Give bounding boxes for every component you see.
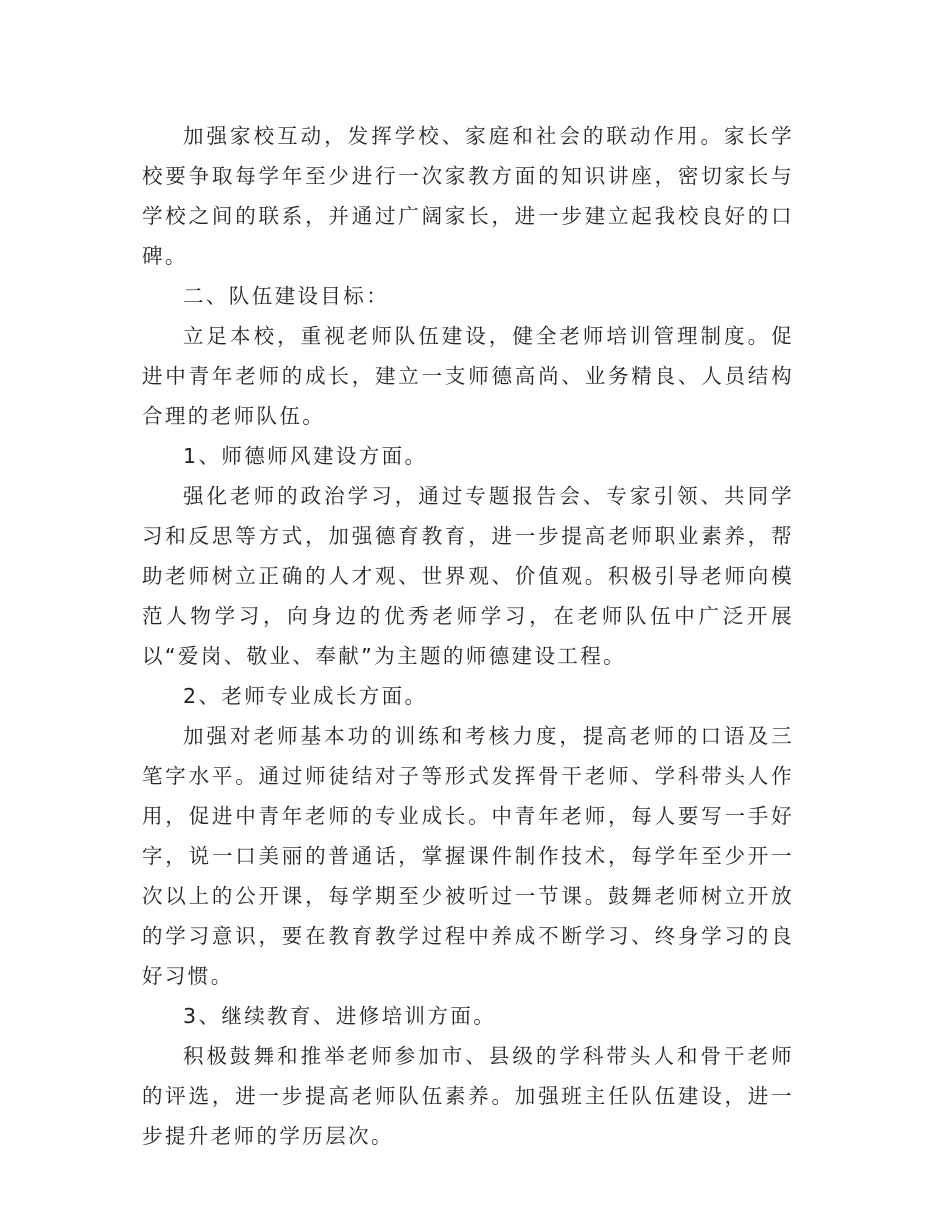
paragraph-professional-growth: 加强对老师基本功的训练和考核力度，提高老师的口语及三笔字水平。通过师徒结对子等形式发挥骨干老师、学科带头人作用，促进中青年老师的专业成长。中青年老师，每人要写一手好字，说一口美丽的普通话，掌握课件制作技术，每学年至少开一次以上的公开课，每学期至少被听过一节课。鼓舞老师树立开放的学习意识，要在教育教学过程中养成不断学习、终身学习的良好习惯。	[142, 724, 794, 988]
heading-teacher-ethics: 1、师德师风建设方面。	[183, 444, 428, 468]
paragraph-continuing-education: 积极鼓舞和推举老师参加市、县级的学科带头人和骨干老师的评选，进一步提高老师队伍素养。加强班主任队伍建设，进一步提升老师的学历层次。	[142, 1044, 794, 1148]
paragraph-team-building-overview: 立足本校，重视老师队伍建设，健全老师培训管理制度。促进中青年老师的成长，建立一支师德高尚、业务精良、人员结构合理的老师队伍。	[142, 324, 794, 428]
heading-continuing-education: 3、继续教育、进修培训方面。	[183, 1004, 497, 1028]
document-page	[142, 116, 794, 1156]
paragraph-teacher-ethics: 强化老师的政治学习，通过专题报告会、专家引领、共同学习和反思等方式，加强德育教育，进一步提高老师职业素养，帮助老师树立正确的人才观、世界观、价值观。积极引导老师向模范人物学习，向身边的优秀老师学习，在老师队伍中广泛开展以“爱岗、敬业、奉献”为主题的师德建设工程。	[142, 484, 794, 668]
heading-professional-growth: 2、老师专业成长方面。	[183, 684, 428, 708]
paragraph-home-school-interaction: 加强家校互动，发挥学校、家庭和社会的联动作用。家长学校要争取每学年至少进行一次家教方面的知识讲座，密切家长与学校之间的联系，并通过广阔家长，进一步建立起我校良好的口碑。	[142, 124, 794, 268]
heading-team-building-goals: 二、队伍建设目标：	[183, 284, 390, 308]
